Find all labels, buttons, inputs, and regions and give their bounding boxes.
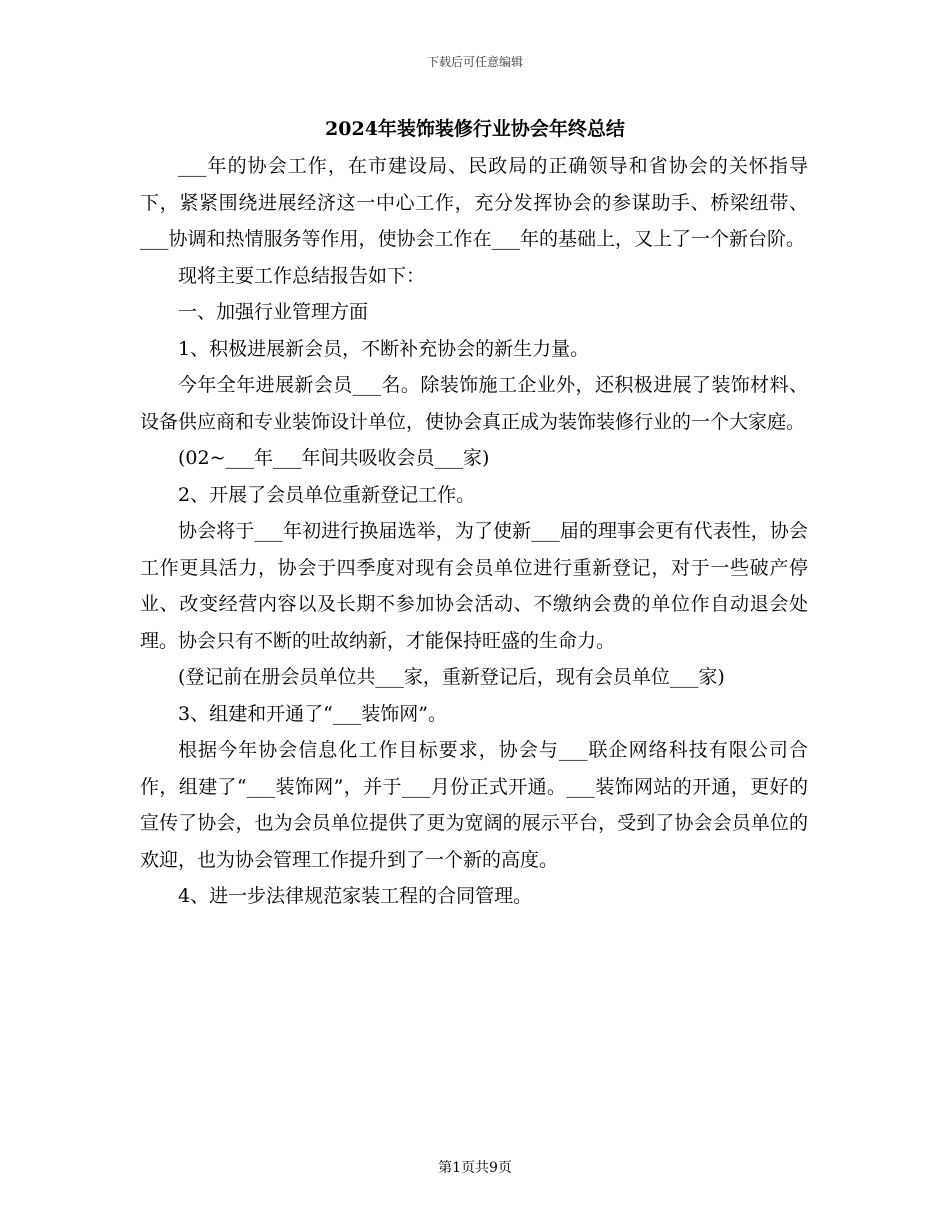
paragraph: 根据今年协会信息化工作目标要求，协会与___联企网络科技有限公司合作，组建了“___装饰网”，并于___月份正式开通。___装饰网站的开通，更好的宣传了协会，也为会员单位提供了更为宽阔的展示平台，受到了协会会员单位的欢迎，也为协会管理工作提升到了一个新的高度。 — [140, 739, 808, 871]
subsection-heading: 3、组建和开通了“___装饰网”。 — [178, 702, 448, 725]
subsection-heading: 1、积极进展新会员，不断补充协会的新生力量。 — [178, 337, 590, 360]
paragraph-note: (登记前在册会员单位共___家，重新登记后，现有会员单位___家) — [178, 666, 725, 688]
paragraph-note: (02~___年___年间共吸收会员___家) — [178, 447, 490, 469]
paragraph: 现将主要工作总结报告如下： — [178, 264, 426, 287]
subsection-heading: 2、开展了会员单位重新登记工作。 — [178, 483, 476, 506]
subsection-heading: 4、进一步法律规范家装工程的合同管理。 — [178, 885, 533, 907]
paragraph: ___年的协会工作，在市建设局、民政局的正确领导和省协会的关怀指导下，紧紧围绕进展经济这一中心工作，充分发挥协会的参谋助手、桥梁纽带、___协调和热情服务等作用，使协会工作在___年的基础上，又上了一个新台阶。 — [140, 155, 808, 250]
paragraph: 今年全年进展新会员___名。除装饰施工企业外，还积极进展了装饰材料、设备供应商和专业装饰设计单位，使协会真正成为装饰装修行业的一个大家庭。 — [140, 374, 808, 433]
section-heading: 一、加强行业管理方面 — [178, 301, 369, 323]
header-note: 下载后可任意编辑 — [426, 55, 523, 69]
document-title: 2024年装饰装修行业协会年终总结 — [325, 118, 625, 140]
paragraph: 协会将于___年初进行换届选举，为了使新___届的理事会更有代表性，协会工作更具活力，协会于四季度对现有会员单位进行重新登记，对于一些破产停业、改变经营内容以及长期不参加协会活动、不缴纳会费的单位作自动退会处理。协会只有不断的吐故纳新，才能保持旺盛的生命力。 — [140, 520, 808, 652]
page-footer: 第1页共9页 — [438, 1160, 512, 1176]
document-body — [140, 148, 808, 915]
